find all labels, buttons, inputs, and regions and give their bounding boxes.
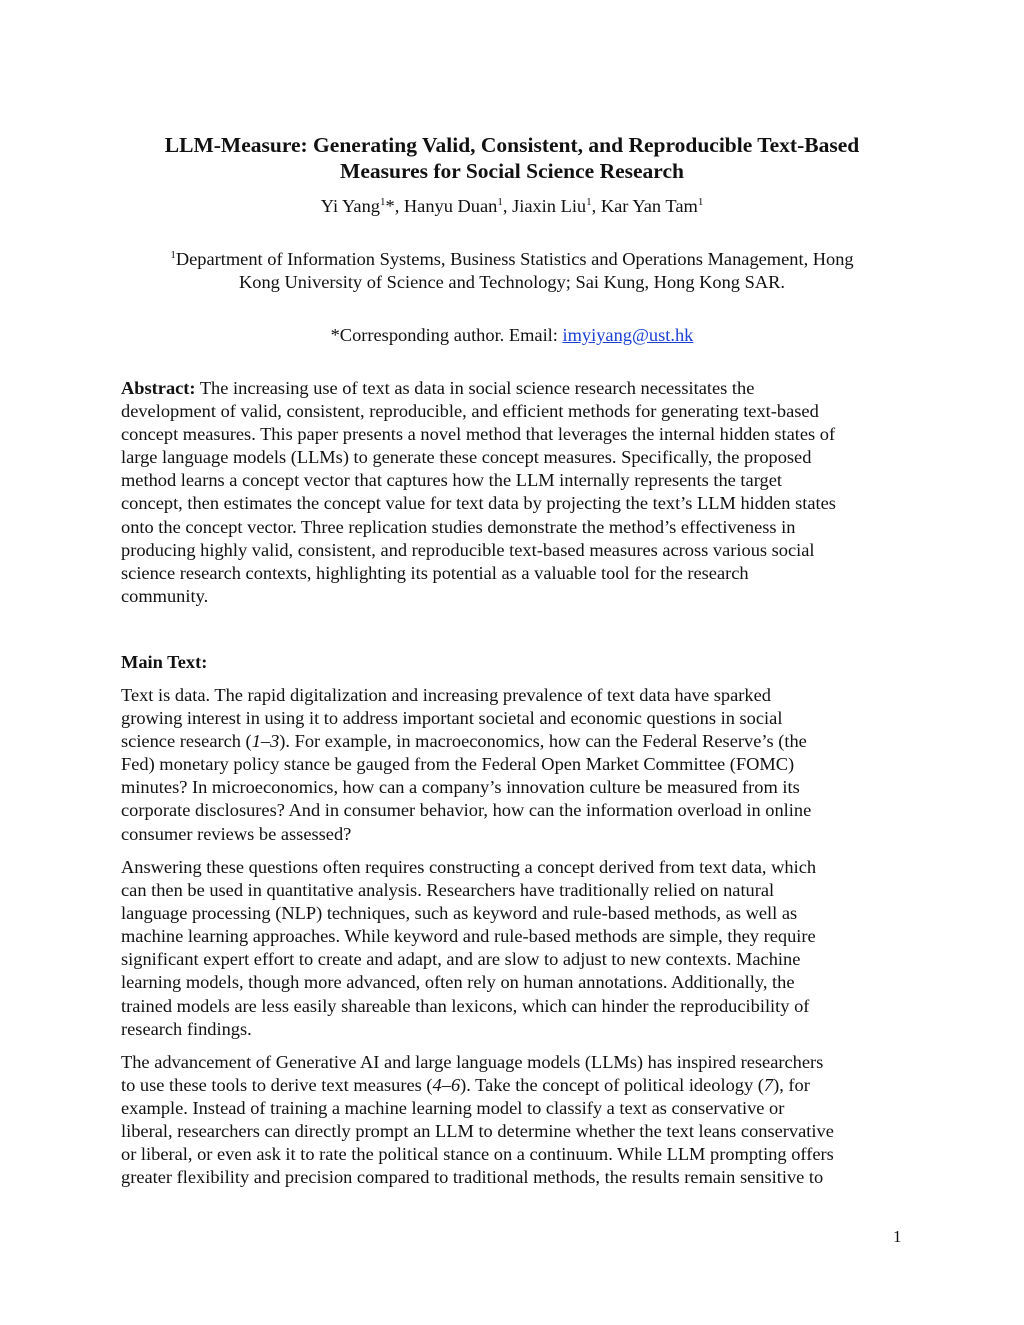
abstract-line: The increasing use of text as data in social science research necessitates the [195, 378, 755, 398]
paragraph-line: liberal, researchers can directly prompt an LLM to determine whether the text leans conservative [121, 1121, 834, 1142]
paragraph-2 [121, 856, 905, 1041]
paragraph-3 [121, 1051, 905, 1190]
email-link[interactable]: imyiyang@ust.hk [562, 325, 694, 345]
author-name: Jiaxin Liu [512, 196, 587, 216]
affiliation-line: Department of Information Systems, Business Statistics and Operations Management, Hong [175, 249, 854, 269]
paragraph-line: growing interest in using it to address important societal and economic questions in social [121, 708, 783, 729]
correspondence [60, 324, 964, 347]
paragraph-line: learning models, though more advanced, often rely on human annotations. Additionally, the [121, 972, 795, 993]
abstract [121, 377, 905, 608]
author-affiliation-mark: 1 [497, 195, 503, 208]
abstract-heading: Abstract: [121, 378, 196, 398]
correspondence-label: *Corresponding author. Email: [330, 325, 563, 345]
paragraph-line: machine learning approaches. While keyword and rule-based methods are simple, they require [121, 926, 816, 947]
affiliation-line: Kong University of Science and Technology; Sai Kung, Hong Kong SAR. [239, 272, 785, 293]
author-affiliation-mark: 1 [586, 195, 592, 208]
paragraph-1 [121, 684, 905, 846]
page-number: 1 [893, 1227, 902, 1246]
abstract-line: method learns a concept vector that captures how the LLM internally represents the target [121, 470, 782, 491]
author-name: Kar Yan Tam [600, 196, 698, 216]
abstract-line: large language models (LLMs) to generate these concept measures. Specifically, the proposed [121, 447, 812, 468]
abstract-line: onto the concept vector. Three replication studies demonstrate the method’s effectiveness in [121, 516, 796, 537]
affiliation-mark: 1 [170, 248, 176, 261]
paragraph-line: research findings. [121, 1018, 252, 1039]
paragraph-line: significant expert effort to create and adapt, and are slow to adjust to new contexts. Machine [121, 949, 801, 970]
corresponding-mark: * [385, 196, 395, 216]
section-heading: Main Text: [121, 652, 208, 672]
paragraph-line: or liberal, or even ask it to rate the political stance on a continuum. While LLM prompting offers [121, 1144, 834, 1165]
paragraph-line: corporate disclosures? And in consumer behavior, how can the information overload in online [121, 800, 812, 821]
abstract-line: concept, then estimates the concept value for text data by projecting the text’s LLM hidden states [121, 493, 836, 514]
abstract-line: development of valid, consistent, reproducible, and efficient methods for generating text-based [121, 401, 819, 422]
author-affiliation-mark: 1 [697, 195, 704, 208]
abstract-line: concept measures. This paper presents a novel method that leverages the internal hidden states of [121, 424, 836, 445]
abstract-line: producing highly valid, consistent, and reproducible text-based measures across various social [121, 539, 815, 560]
paragraph-line: Fed) monetary policy stance be gauged from the Federal Open Market Committee (FOMC) [121, 754, 795, 775]
paragraph-line: trained models are less easily shareable than lexicons, which can hinder the reproducibility of [121, 995, 810, 1016]
abstract-line: science research contexts, highlighting its potential as a valuable tool for the research [121, 562, 749, 583]
author-name: Hanyu Duan [403, 196, 498, 216]
paragraph-line: Text is data. The rapid digitalization and increasing prevalence of text data have sparked [121, 685, 771, 705]
paragraph-line: example. Instead of training a machine learning model to classify a text as conservative or [121, 1098, 785, 1119]
title-line: Measures for Social Science Research [340, 159, 684, 183]
paragraph-line: consumer reviews be assessed? [121, 823, 352, 844]
paragraph-line: can then be used in quantitative analysis. Researchers have traditionally relied on natural [121, 880, 775, 901]
author-name: Yi Yang [320, 196, 380, 216]
author-list: Yi Yang$^1$*, Hanyu Duan$^1$, Jiaxin Liu$^1$, Kar Yan Tam$^1$ [320, 195, 704, 216]
paragraph-line: greater flexibility and precision compared to traditional methods, the results remain sensitive to [121, 1167, 824, 1188]
paragraph-line: to use these tools to derive text measures (4–6). Take the concept of political ideology (7), for [121, 1075, 810, 1096]
title-line: LLM-Measure: Generating Valid, Consistent, and Reproducible Text-Based [164, 133, 860, 157]
paragraph-line: The advancement of Generative AI and large language models (LLMs) has inspired researchers [121, 1052, 824, 1072]
paragraph-line: Answering these questions often requires constructing a concept derived from text data, which [121, 857, 817, 877]
paragraph-line: language processing (NLP) techniques, such as keyword and rule-based methods, as well as [121, 903, 798, 924]
paper-title [60, 132, 964, 184]
main-text-heading [121, 651, 905, 674]
abstract-line: community. [121, 585, 209, 606]
affiliation [60, 248, 964, 294]
paragraph-line: minutes? In microeconomics, how can a company’s innovation culture be measured from its [121, 777, 800, 798]
paragraph-line: science research (1–3). For example, in macroeconomics, how can the Federal Reserve’s (the [121, 731, 807, 752]
author-affiliation-mark: 1 [379, 195, 386, 208]
